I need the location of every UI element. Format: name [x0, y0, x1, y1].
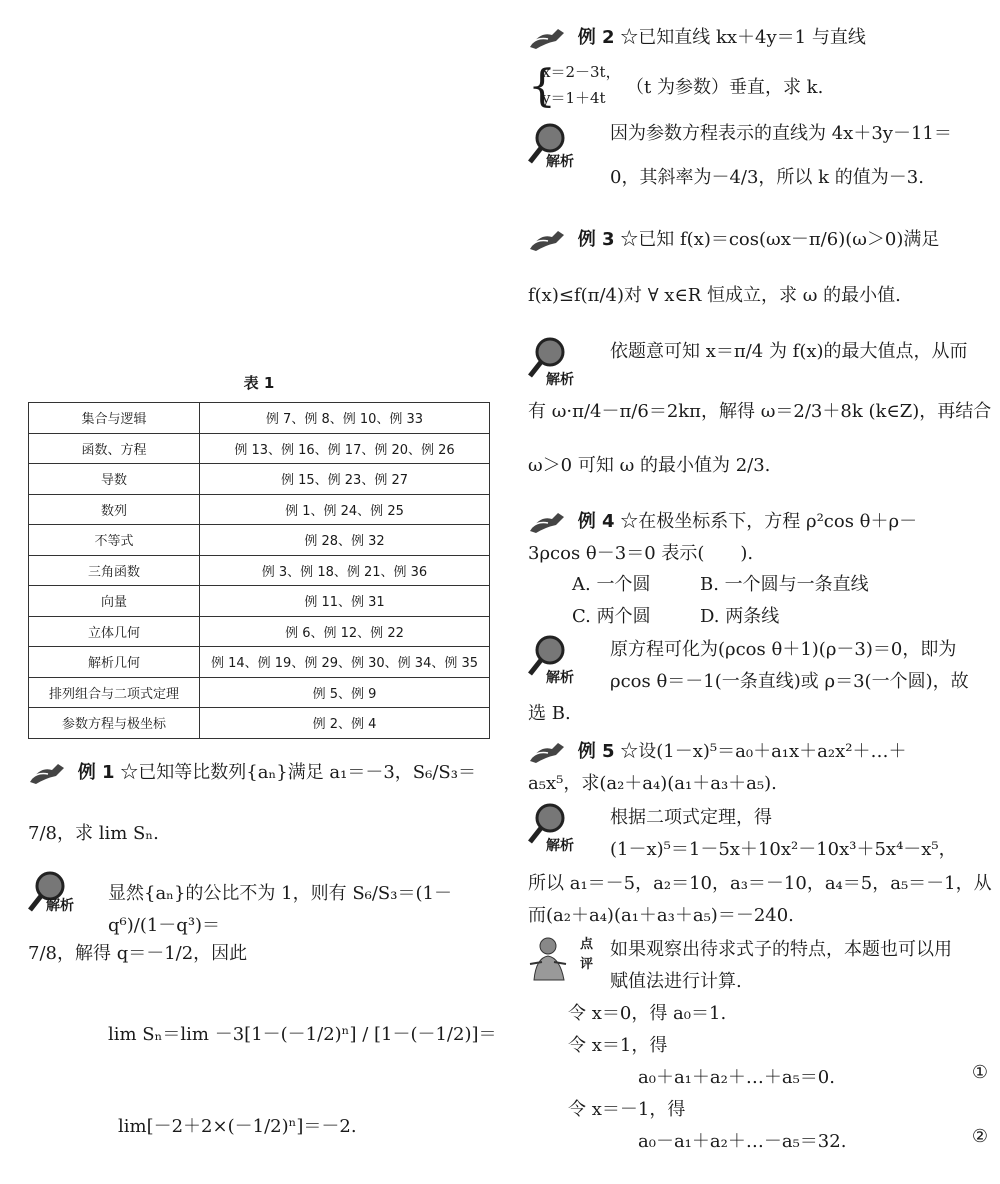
topic-cell: 排列组合与二项式定理 [29, 677, 200, 708]
topic-cell: 函数、方程 [29, 433, 200, 464]
examples-cell: 例 28、例 32 [200, 525, 490, 556]
table-row [29, 403, 490, 434]
examples-cell: 例 6、例 12、例 22 [200, 616, 490, 647]
ex5-c2: 赋值法进行计算. [610, 971, 742, 992]
pen-icon [528, 25, 568, 51]
ex3-q2: f(x)≤f(π/4)对 ∀ x∈R 恒成立，求 ω 的最小值. [528, 285, 901, 306]
examples-cell: 例 5、例 9 [200, 677, 490, 708]
ex2-q2b: y＝1＋4t [542, 89, 606, 107]
pen-icon [528, 739, 568, 765]
ex1-question-line1 [28, 757, 498, 789]
table-row [29, 647, 490, 678]
ex5-a1: 根据二项式定理，得 [610, 807, 772, 828]
topic-cell: 立体几何 [29, 616, 200, 647]
ex5-c1: 如果观察出待求式子的特点，本题也可以用 [610, 939, 952, 960]
table-row [29, 494, 490, 525]
topic-cell: 集合与逻辑 [29, 403, 200, 434]
ex5-a2: (1－x)⁵＝1－5x＋10x²－10x³＋5x⁴－x⁵， [610, 839, 957, 860]
topic-cell: 三角函数 [29, 555, 200, 586]
ex2-head: 例 2 [577, 27, 615, 48]
ex2-q2a: x＝2－3t， [542, 63, 621, 81]
topic-cell: 解析几何 [29, 647, 200, 678]
ex1-eq2: lim[－2＋2×(－1/2)ⁿ]＝－2. [118, 1116, 357, 1137]
ex3-a1: 依题意可知 x＝π/4 为 f(x)的最大值点，从而 [610, 341, 968, 362]
ex3-head: 例 3 [577, 229, 615, 250]
ex3-a2: 有 ω·π/4－π/6＝2kπ，解得 ω＝2/3＋8k (k∈Z)，再结合 [528, 401, 992, 422]
equation-number-2: ② [971, 1126, 988, 1147]
ex3-analysis [528, 336, 998, 388]
ex2-a1: 因为参数方程表示的直线为 4x＋3y－11＝ [610, 123, 952, 144]
right-column [528, 0, 998, 1184]
ex4-q2: 3ρcos θ－3＝0 表示( ). [528, 543, 754, 564]
pen-icon [528, 227, 568, 253]
ex4-option-b: B. 一个圆与一条直线 [700, 574, 869, 595]
ex1-q2: 7/8，求 lim Sₙ. [28, 823, 159, 844]
ex5-a4: 而(a₂＋a₄)(a₁＋a₃＋a₅)＝－240. [528, 905, 794, 926]
examples-cell: 例 2、例 4 [200, 708, 490, 739]
ex4-a1: 原方程可化为(ρcos θ＋1)(ρ－3)＝0，即为 [610, 639, 957, 660]
topic-cell: 不等式 [29, 525, 200, 556]
pen-icon [28, 760, 68, 786]
topic-cell: 导数 [29, 464, 200, 495]
equation-number-1: ① [971, 1062, 988, 1083]
ex4-a2: ρcos θ＝－1(一条直线)或 ρ＝3(一个圆)，故 [610, 671, 969, 692]
ex5-c7: a₀－a₁＋a₂＋…－a₅＝32. [638, 1131, 847, 1152]
examples-cell: 例 15、例 23、例 27 [200, 464, 490, 495]
ex3-question-line1 [528, 224, 998, 256]
ex4-q1: ☆在极坐标系下，方程 ρ²cos θ＋ρ－ [620, 511, 918, 532]
ex1-a2: 7/8，解得 q＝－1/2，因此 [28, 943, 248, 964]
topic-cell: 向量 [29, 586, 200, 617]
ex4-option-d: D. 两条线 [700, 606, 780, 627]
comment-label-2: 评 [580, 957, 594, 972]
ex5-a3: 所以 a₁＝－5，a₂＝10，a₃＝－10，a₄＝5，a₅＝－1，从 [528, 873, 992, 894]
table-row [29, 433, 490, 464]
table-row [29, 525, 490, 556]
ex1-q1: ☆已知等比数列{aₙ}满足 a₁＝－3，S₆/S₃＝ [120, 762, 476, 783]
ex4-option-a: A. 一个圆 [572, 574, 651, 595]
topic-cell: 数列 [29, 494, 200, 525]
analysis-label: 解析 [546, 838, 574, 854]
examples-cell: 例 3、例 18、例 21、例 36 [200, 555, 490, 586]
ex5-q1: ☆设(1－x)⁵＝a₀＋a₁x＋a₂x²＋…＋ [620, 741, 907, 762]
analysis-label: 解析 [546, 154, 574, 170]
ex1-head: 例 1 [77, 762, 115, 783]
examples-cell: 例 7、例 8、例 10、例 33 [200, 403, 490, 434]
examples-cell: 例 1、例 24、例 25 [200, 494, 490, 525]
table-row [29, 677, 490, 708]
sage-figure-icon [528, 934, 570, 982]
ex2-analysis [528, 118, 998, 170]
ex5-c3: 令 x＝0，得 a₀＝1. [568, 1003, 727, 1024]
ex2-a2: 0，其斜率为－4/3，所以 k 的值为－3. [610, 167, 924, 188]
ex5-question-line1 [528, 736, 998, 768]
ex1-eq1: lim Sₙ＝lim －3[1－(－1/2)ⁿ] / [1－(－1/2)]＝ [108, 1024, 497, 1045]
ex2-system [528, 62, 998, 112]
ex3-q1: ☆已知 f(x)＝cos(ωx－π/6)(ω＞0)满足 [620, 229, 940, 250]
topic-table [28, 402, 490, 739]
table-row [29, 586, 490, 617]
ex4-question-line1 [528, 506, 998, 538]
ex4-option-c: C. 两个圆 [572, 606, 651, 627]
ex4-a3: 选 B. [528, 703, 571, 724]
table-row [29, 555, 490, 586]
ex2-question-line1 [528, 22, 998, 54]
analysis-label: 解析 [46, 898, 74, 914]
ex5-head: 例 5 [577, 741, 615, 762]
left-column [28, 0, 498, 1184]
examples-cell: 例 11、例 31 [200, 586, 490, 617]
ex4-head: 例 4 [577, 511, 615, 532]
analysis-label: 解析 [546, 372, 574, 388]
brace: { [528, 61, 556, 112]
table-row [29, 616, 490, 647]
ex2-q1: ☆已知直线 kx＋4y＝1 与直线 [620, 27, 866, 48]
ex1-analysis [28, 878, 498, 936]
table-title: 表 1 [243, 374, 275, 392]
ex2-q2c: （t 为参数）垂直，求 k. [626, 77, 824, 98]
pen-icon [528, 509, 568, 535]
ex1-a1: 显然{aₙ}的公比不为 1，则有 S₆/S₃＝(1－q⁶)/(1－q³)＝ [108, 883, 452, 936]
table-row [29, 708, 490, 739]
comment-label-1: 点 [580, 937, 594, 952]
ex5-q2: a₅x⁵，求(a₂＋a₄)(a₁＋a₃＋a₅). [528, 773, 777, 794]
ex3-a3: ω＞0 可知 ω 的最小值为 2/3. [528, 455, 771, 476]
ex5-c4: 令 x＝1，得 [568, 1035, 668, 1056]
ex5-c6: 令 x＝－1，得 [568, 1099, 686, 1120]
examples-cell: 例 13、例 16、例 17、例 20、例 26 [200, 433, 490, 464]
topic-cell: 参数方程与极坐标 [29, 708, 200, 739]
table-row [29, 464, 490, 495]
analysis-label: 解析 [546, 670, 574, 686]
examples-cell: 例 14、例 19、例 29、例 30、例 34、例 35 [200, 647, 490, 678]
ex5-c5: a₀＋a₁＋a₂＋…＋a₅＝0. [638, 1067, 835, 1088]
